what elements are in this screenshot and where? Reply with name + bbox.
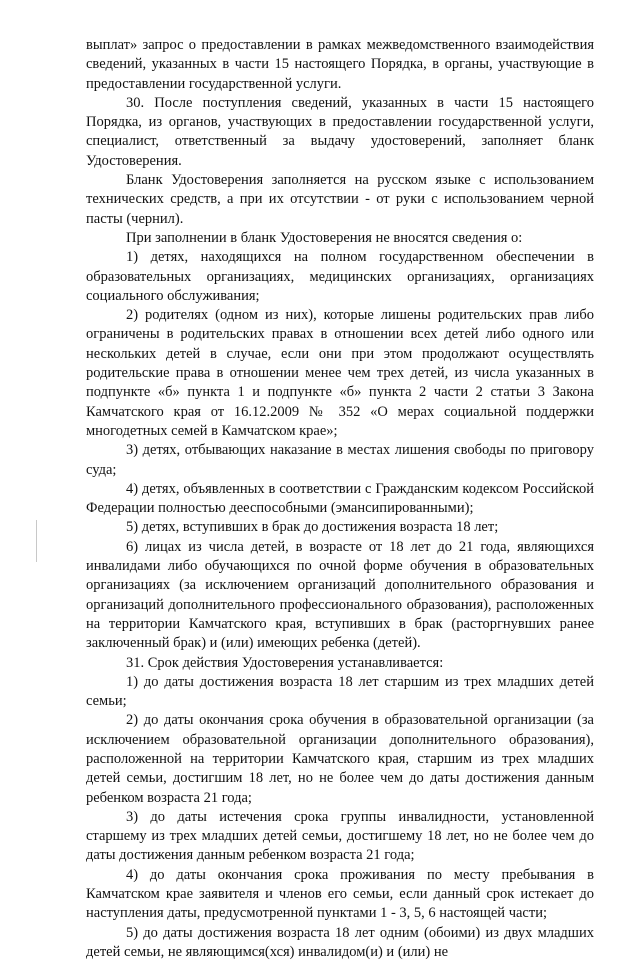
term-item-3: 3) до даты истечения срока группы инвалидности, установленной старшему из трех младших детей семьи, достигшему 18 лет, но не более чем до даты достижения данным ребенком возраста 21 года; (86, 808, 594, 864)
paragraph-continuation: выплат» запрос о предоставлении в рамках межведомственного взаимодействия сведений, указанных в части 15 настоящего Порядка, в органы, участвующие в предоставлении государственной услуги. (86, 37, 594, 92)
term-item-2: 2) до даты окончания срока обучения в образовательной организации (за исключением образовательной организации дополнительного образования), расположенной на территории Камчатского края, старшим из трех младших детей семьи, достигшим 18 лет, но не более чем до даты достижения данным ребенком возраста 21 года; (86, 712, 594, 806)
list-item-3: 3) детях, отбывающих наказание в местах лишения свободы по приговору суда; (86, 442, 594, 478)
term-item-4: 4) до даты окончания срока проживания по месту пребывания в Камчатском крае заявителя и членов его семьи, если данный срок истекает до наступления даты, предусмотренной пунктами 1 - 3, 5, 6 настоящей части; (86, 866, 594, 922)
paragraph-blank-filling: Бланк Удостоверения заполняется на русском языке с использованием технических средств, а при их отсутствии - от руки с использованием черной пасты (чернил). (86, 172, 594, 227)
list-item-4: 4) детях, объявленных в соответствии с Гражданским кодексом Российской Федерации полностью дееспособными (эмансипированными); (86, 480, 594, 517)
list-item-2: 2) родителях (одном из них), которые лишены родительских прав либо ограничены в родительских правах в отношении всех детей либо одного или нескольких детей в случае, если они при этом продолжают осуществлять родительские права в отношении менее чем трех детей, из числа указанных в подпункте «б» пункта 1 и подпункте «б» пункта 2 части 2 статьи 3 Закона Камчатского края от 16.12.2009 № 352 «О мерах социальной поддержки многодетных семей в Камчатском крае»; (86, 307, 594, 439)
term-item-1: 1) до даты достижения возраста 18 лет старшим из трех младших детей семьи; (86, 673, 594, 710)
list-item-1: 1) детях, находящихся на полном государственном обеспечении в образовательных организациях, медицинских организациях, организациях социального обслуживания; (86, 249, 594, 304)
document-page (86, 36, 594, 962)
paragraph-item-30: 30. После поступления сведений, указанных в части 15 настоящего Порядка, из органов, участвующих в предоставлении государственной услуги, специалист, ответственный за выдачу удостоверений, заполняет бланк Удостоверения. (86, 94, 594, 169)
list-item-6: 6) лицах из числа детей, в возрасте от 18 лет до 21 года, являющихся инвалидами либо обучающихся по очной форме обучения в образовательных организациях (за исключением организаций дополнительного образования и организаций дополнительного профессионального образования), расположенных на территории Камчатского края, вступивших в брак (расторгнувших ранее заключенный брак) и (или) имеющих ребенка (детей). (86, 538, 594, 652)
paragraph-item-31: 31. Срок действия Удостоверения устанавливается: (126, 654, 444, 671)
paragraph-not-entered-intro: При заполнении в бланк Удостоверения не вносятся сведения о: (126, 229, 523, 246)
scan-margin-mark (36, 520, 37, 562)
list-item-5: 5) детях, вступивших в брак до достижения возраста 18 лет; (126, 519, 499, 536)
term-item-5: 5) до даты достижения возраста 18 лет одним (обоими) из двух младших детей семьи, не являющимся(хся) инвалидом(и) и (или) не (86, 924, 594, 960)
